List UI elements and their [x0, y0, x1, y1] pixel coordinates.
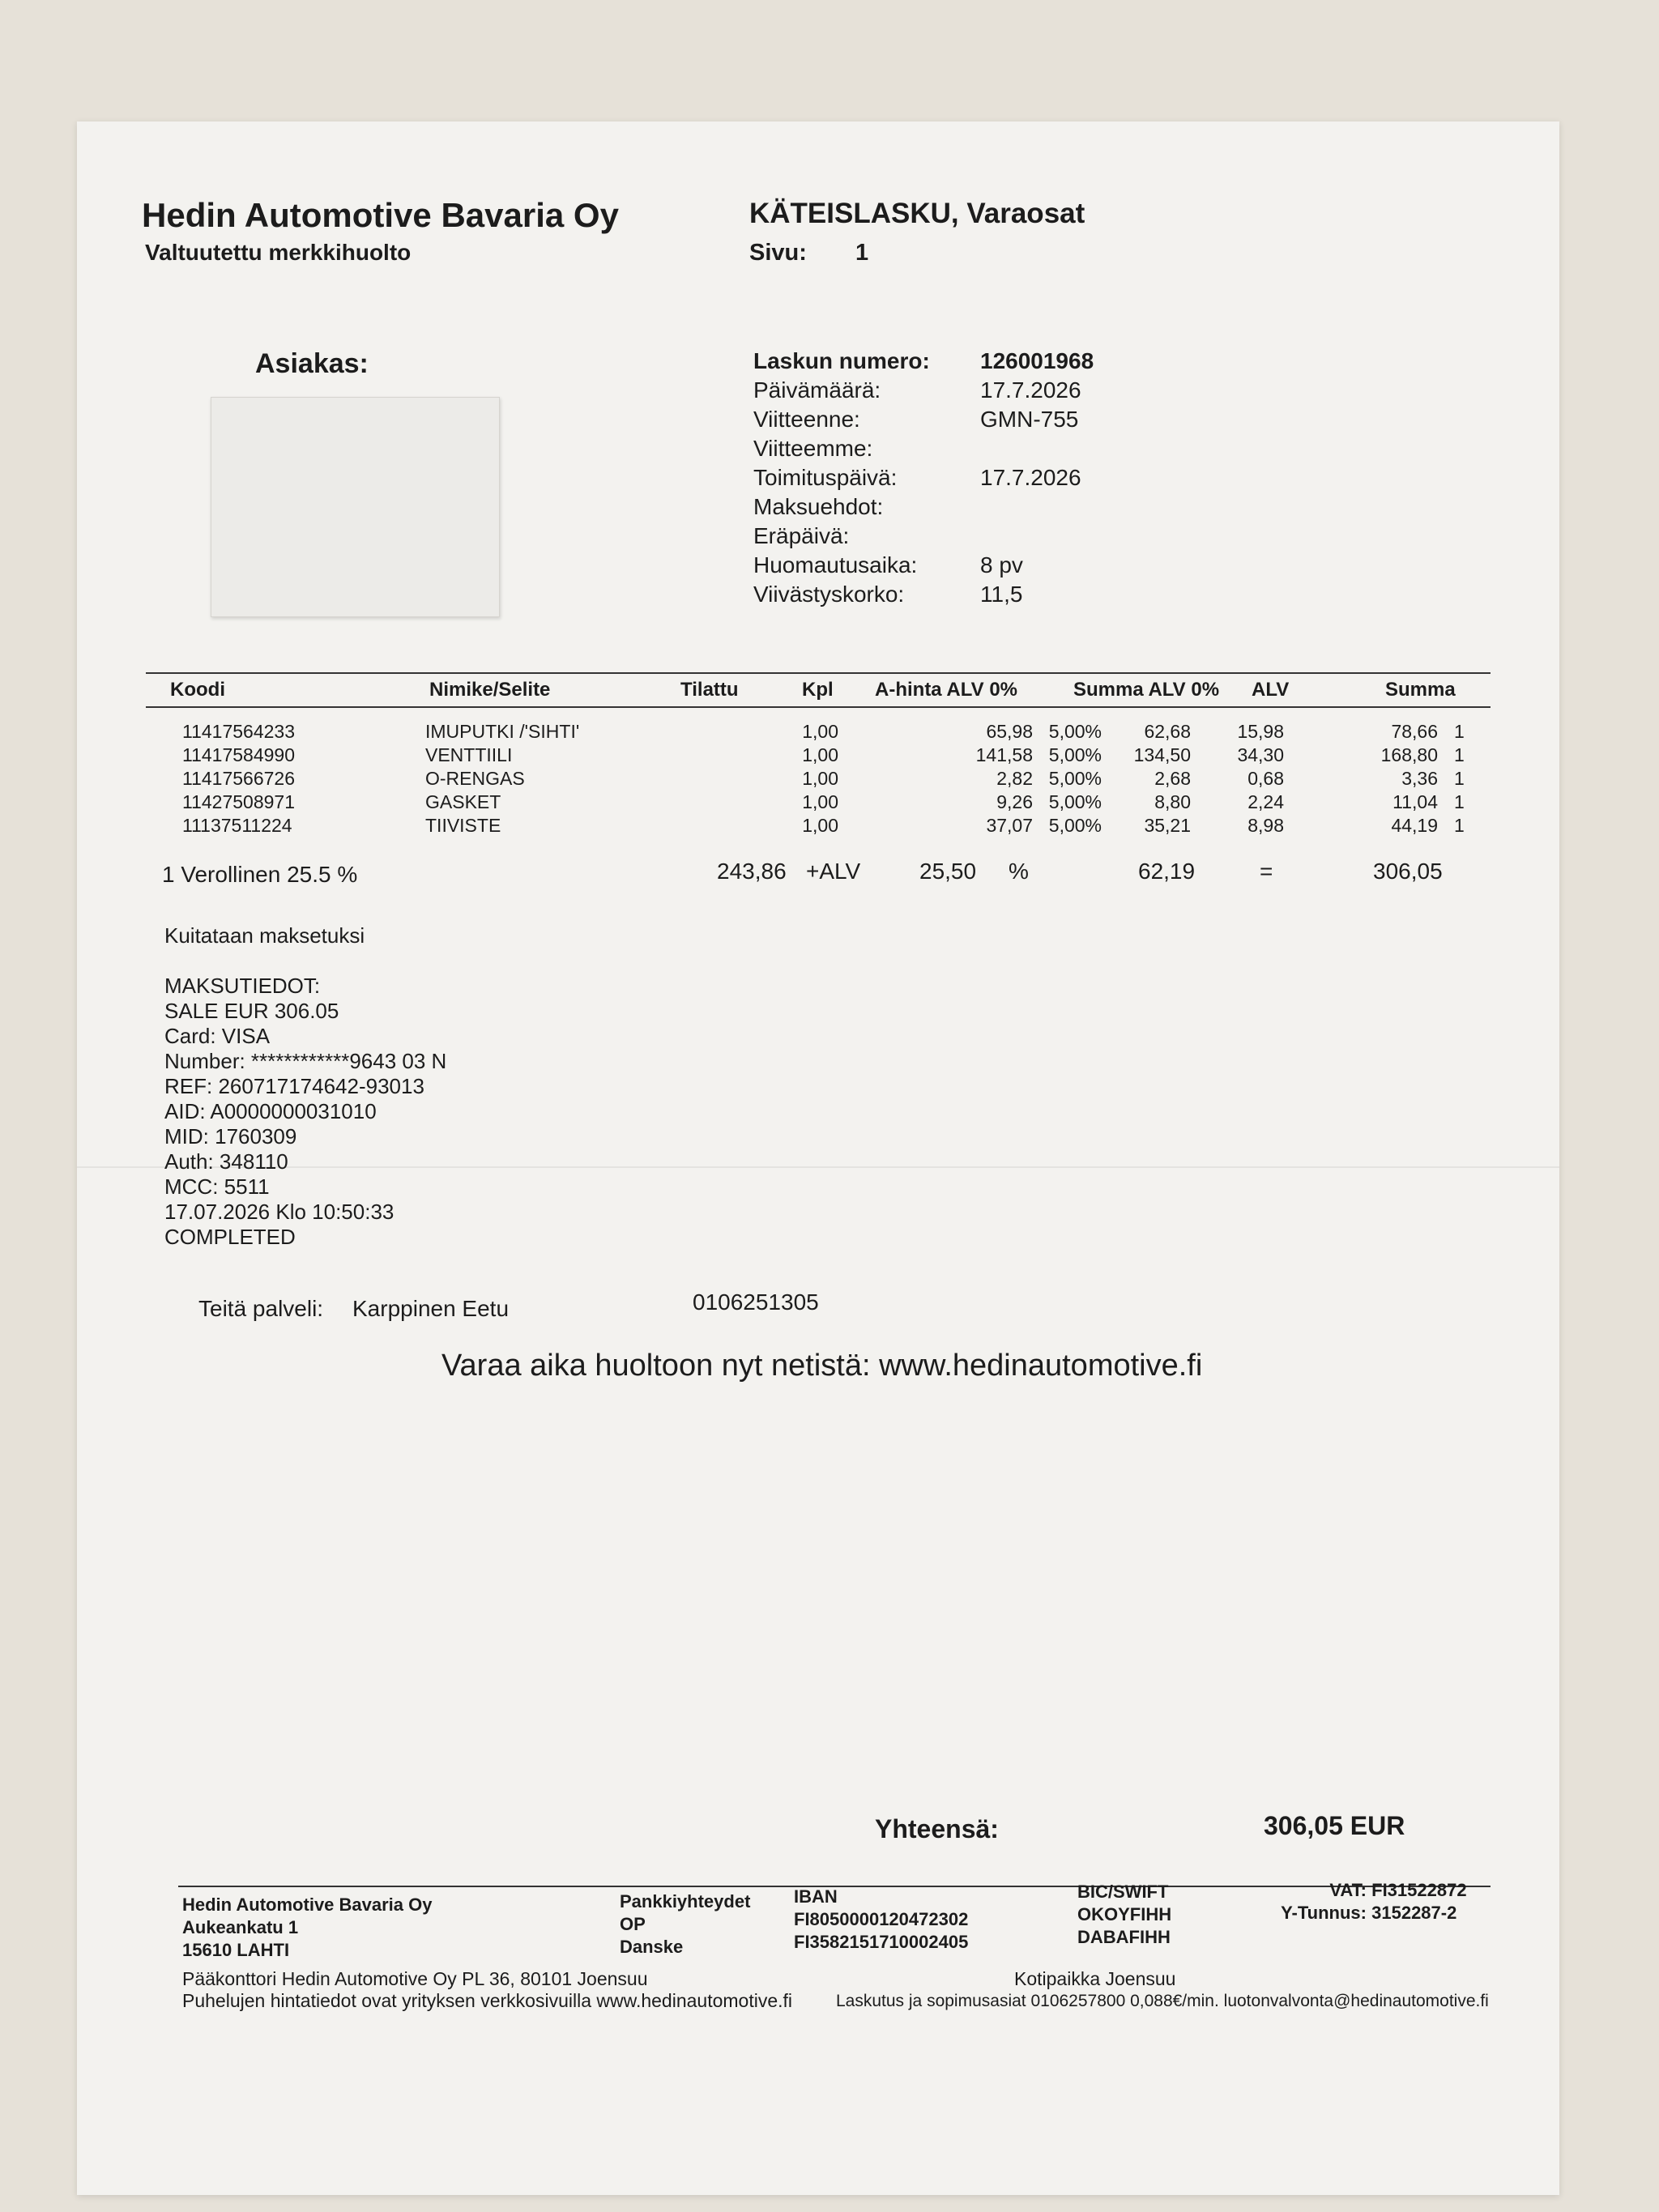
cell-vat-code: 1	[1454, 721, 1465, 742]
vat-summary-total: 306,05	[1373, 859, 1443, 884]
footer-company-line: 15610 LAHTI	[182, 1940, 290, 1960]
cell-net-sum: 8,80	[1154, 791, 1191, 812]
footer-company	[182, 1894, 432, 1962]
meta-key: Maksuehdot:	[753, 494, 884, 519]
cell-net-sum: 134,50	[1133, 744, 1191, 765]
footer-vat-label: VAT:	[1329, 1880, 1367, 1900]
meta-value: 17.7.2026	[980, 377, 1081, 403]
payment-info	[164, 923, 446, 1250]
footer-company-line: Hedin Automotive Bavaria Oy	[182, 1894, 433, 1915]
col-header-net-sum: Summa ALV 0%	[1073, 679, 1220, 701]
vat-summary-rate: 25,50	[919, 859, 977, 884]
phone-info: Puhelujen hintatiedot ovat yrityksen verkkosivuilla www.hedinautomotive.fi	[182, 1990, 793, 2011]
meta-value: 17.7.2026	[980, 465, 1081, 490]
meta-key: Toimituspäivä:	[753, 465, 898, 490]
payment-line: REF: 260717174642-93013	[164, 1074, 424, 1098]
domicile: Kotipaikka Joensuu	[1014, 1968, 1176, 1989]
served-phone: 0106251305	[693, 1289, 819, 1315]
meta-key: Eräpäivä:	[753, 523, 850, 548]
cell-name: O-RENGAS	[425, 768, 525, 789]
cell-sum: 78,66	[1391, 721, 1438, 742]
cell-unit-price: 9,26	[996, 791, 1033, 812]
payment-line: COMPLETED	[164, 1225, 296, 1249]
col-header-sum: Summa	[1385, 679, 1456, 701]
cell-name: IMUPUTKI /'SIHTI'	[425, 721, 580, 742]
cell-vat: 0,68	[1247, 768, 1284, 789]
meta-value: 11,5	[980, 582, 1023, 607]
page-label: Sivu:	[749, 240, 807, 266]
footer-bic-line: BIC/SWIFT	[1077, 1882, 1169, 1902]
cell-code: 11417566726	[182, 768, 295, 789]
meta-row	[753, 348, 1094, 377]
col-header-vat: ALV	[1252, 679, 1290, 701]
footer-vat	[1261, 1879, 1467, 1924]
meta-row	[753, 552, 1094, 582]
cell-vat-code: 1	[1454, 791, 1465, 812]
col-header-qty: Kpl	[802, 679, 834, 701]
page-number	[749, 240, 868, 266]
cell-name: GASKET	[425, 791, 501, 812]
meta-key: Laskun numero:	[753, 348, 930, 373]
vat-summary-label: 1 Verollinen 25.5 %	[162, 862, 358, 887]
cell-vat: 8,98	[1247, 815, 1284, 836]
footer-bottom-left	[182, 1968, 792, 2012]
table-row	[146, 744, 1491, 768]
meta-row	[753, 465, 1094, 494]
footer-bic	[1077, 1881, 1171, 1949]
cell-qty: 1,00	[802, 815, 838, 836]
cell-net-sum: 62,68	[1144, 721, 1191, 742]
table-row	[146, 815, 1491, 838]
payment-line: SALE EUR 306.05	[164, 999, 339, 1023]
receipt-note: Kuitataan maksetuksi	[164, 923, 365, 948]
invoice-paper	[77, 121, 1559, 2195]
cell-unit-price: 141,58	[975, 744, 1033, 765]
footer-bottom-right	[836, 1968, 1489, 2012]
table-header	[146, 672, 1491, 708]
footer-vat-value: FI31522872	[1371, 1880, 1467, 1900]
cell-net-sum: 35,21	[1144, 815, 1191, 836]
payment-line: MID: 1760309	[164, 1124, 297, 1149]
meta-row	[753, 494, 1094, 523]
meta-key: Huomautusaika:	[753, 552, 918, 578]
cell-unit-price: 65,98	[986, 721, 1033, 742]
cell-vat-code: 1	[1454, 815, 1465, 836]
meta-row	[753, 523, 1094, 552]
meta-key: Viitteemme:	[753, 436, 873, 461]
payment-line: Number: ************9643 03 N	[164, 1049, 447, 1073]
meta-row	[753, 582, 1094, 611]
cell-code: 11137511224	[182, 815, 292, 836]
cell-sum: 3,36	[1401, 768, 1438, 789]
cell-vat: 34,30	[1237, 744, 1284, 765]
meta-key: Viitteenne:	[753, 407, 860, 432]
cell-qty: 1,00	[802, 768, 838, 789]
cell-code: 11417584990	[182, 744, 295, 765]
promo-text: Varaa aika huoltoon nyt netistä: www.hedinautomotive.fi	[441, 1349, 1203, 1383]
vat-summary-eq: =	[1260, 859, 1273, 884]
cell-sum: 44,19	[1391, 815, 1438, 836]
col-header-unit-price: A-hinta ALV 0%	[875, 679, 1018, 701]
footer-bic-line: DABAFIHH	[1077, 1927, 1171, 1947]
footer-bank-line: OP	[620, 1914, 646, 1934]
footer-bank-line: Danske	[620, 1937, 684, 1957]
footer-ytunnus-label: Y-Tunnus:	[1281, 1903, 1367, 1923]
cell-net-sum: 2,68	[1154, 768, 1191, 789]
payment-line: Auth: 348110	[164, 1149, 288, 1174]
cell-vat: 15,98	[1237, 721, 1284, 742]
cell-sum: 168,80	[1380, 744, 1438, 765]
meta-row	[753, 436, 1094, 465]
footer-bank-line: Pankkiyhteydet	[620, 1891, 751, 1912]
footer-iban	[794, 1886, 968, 1954]
vat-summary-plus: +ALV	[806, 859, 861, 884]
meta-value: GMN-755	[980, 407, 1079, 432]
footer-iban-line: FI8050000120472302	[794, 1909, 969, 1929]
meta-key: Päivämäärä:	[753, 377, 881, 403]
cell-vat-percent: 5,00%	[1048, 744, 1102, 765]
cell-unit-price: 2,82	[996, 768, 1033, 789]
vat-summary-base: 243,86	[717, 859, 787, 884]
footer-iban-line: FI3582151710002405	[794, 1932, 969, 1952]
meta-key: Viivästyskorko:	[753, 582, 905, 607]
company-subtitle: Valtuutettu merkkihuolto	[145, 240, 412, 265]
footer-banks	[620, 1890, 750, 1958]
cell-code: 11427508971	[182, 791, 295, 812]
cell-vat-percent: 5,00%	[1048, 721, 1102, 742]
served-label: Teitä palveli:	[198, 1296, 324, 1321]
cell-vat-percent: 5,00%	[1048, 791, 1102, 812]
payment-line: 17.07.2026 Klo 10:50:33	[164, 1200, 394, 1224]
payment-line: AID: A0000000031010	[164, 1099, 377, 1123]
col-header-name: Nimike/Selite	[429, 679, 551, 701]
footer-iban-line: IBAN	[794, 1886, 838, 1907]
company-name: Hedin Automotive Bavaria Oy	[142, 196, 619, 234]
meta-row	[753, 407, 1094, 436]
cell-vat: 2,24	[1247, 791, 1284, 812]
billing-info: Laskutus ja sopimusasiat 0106257800 0,088€/min. luotonvalvonta@hedinautomotive.fi	[836, 1992, 1489, 2010]
cell-sum: 11,04	[1392, 791, 1438, 812]
footer-bic-line: OKOYFIHH	[1077, 1904, 1172, 1924]
payment-line: MCC: 5511	[164, 1174, 270, 1199]
cell-vat-percent: 5,00%	[1048, 768, 1102, 789]
meta-value: 126001968	[980, 348, 1094, 373]
footer-ytunnus-value: 3152287-2	[1371, 1903, 1457, 1923]
invoice-meta	[753, 348, 1094, 611]
line-items	[146, 721, 1491, 838]
cell-unit-price: 37,07	[986, 815, 1033, 836]
head-office: Pääkonttori Hedin Automotive Oy PL 36, 80101 Joensuu	[182, 1968, 648, 1989]
meta-row	[753, 377, 1094, 407]
footer-company-line: Aukeankatu 1	[182, 1917, 299, 1937]
table-row	[146, 768, 1491, 791]
col-header-ordered: Tilattu	[680, 679, 739, 701]
page-value: 1	[855, 240, 869, 266]
total-value: 306,05 EUR	[1264, 1811, 1405, 1840]
payment-line: Card: VISA	[164, 1024, 271, 1048]
cell-name: VENTTIILI	[425, 744, 513, 765]
col-header-code: Koodi	[170, 679, 225, 701]
table-row	[146, 721, 1491, 744]
cell-qty: 1,00	[802, 721, 838, 742]
cell-qty: 1,00	[802, 791, 838, 812]
customer-label: Asiakas:	[255, 348, 369, 379]
meta-value: 8 pv	[980, 552, 1023, 578]
table-row	[146, 791, 1491, 815]
document-title: KÄTEISLASKU, Varaosat	[749, 198, 1085, 229]
cell-code: 11417564233	[182, 721, 295, 742]
cell-vat-percent: 5,00%	[1048, 815, 1102, 836]
total-label: Yhteensä:	[875, 1814, 999, 1843]
served-name: Karppinen Eetu	[352, 1296, 510, 1321]
cell-vat-code: 1	[1454, 768, 1465, 789]
vat-summary-vat: 62,19	[1138, 859, 1196, 884]
vat-summary-pct: %	[1009, 859, 1029, 884]
cell-name: TIIVISTE	[425, 815, 501, 836]
payment-line: MAKSUTIEDOT:	[164, 974, 321, 998]
customer-address-redacted	[211, 397, 500, 617]
cell-vat-code: 1	[1454, 744, 1465, 765]
cell-qty: 1,00	[802, 744, 838, 765]
